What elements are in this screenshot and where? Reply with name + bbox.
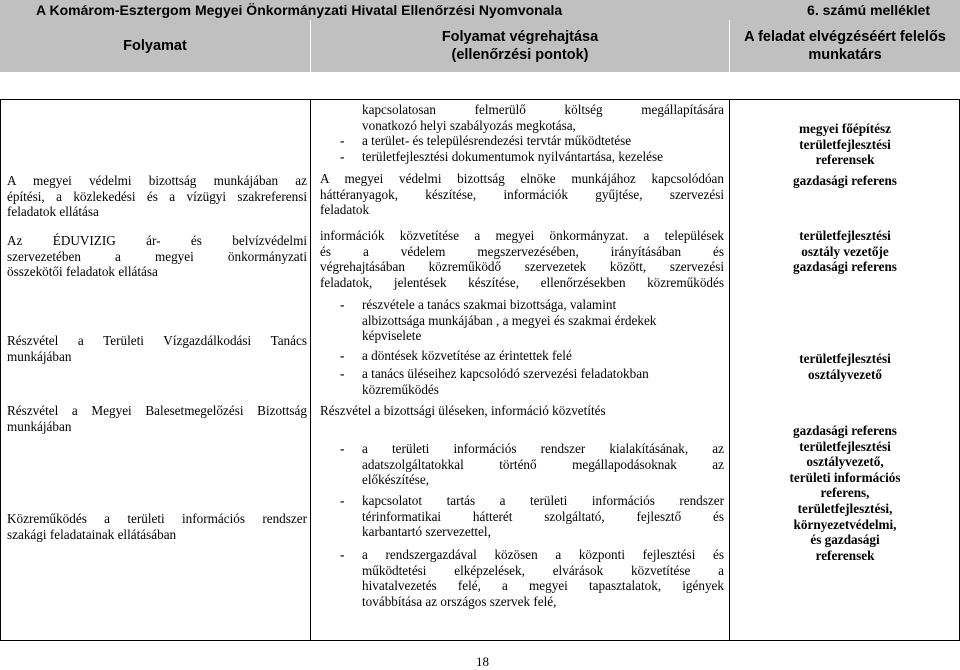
column-header-responsible: A feladat elvégzéséért felelős munkatárs <box>730 20 960 72</box>
responsible-economic-referent: gazdasági referens <box>793 173 897 188</box>
process-water-council: Részvétel a Területi Vízgazdálkodási Tanács munkájában <box>7 333 307 364</box>
column-header-execution: Folyamat végrehajtása (ellenőrzési pontok) <box>311 20 729 72</box>
column-divider-2 <box>729 99 730 641</box>
document-header <box>0 0 960 20</box>
header-title: A Komárom-Esztergom Megyei Önkormányzati Hivatal Ellenőrzési Nyomvonala <box>36 2 563 18</box>
table-bottom-rule <box>0 640 960 641</box>
responsible-urban-planning: megyei főépítész területfejlesztési referensek <box>799 121 891 168</box>
column-divider-1 <box>310 99 311 641</box>
responsible-dept-head: területfejlesztési osztály vezetője gazdasági referens <box>793 228 897 275</box>
responsible-dept-head-2: területfejlesztési osztályvezető <box>799 351 891 382</box>
process-eduvizig: Az ÉDUVIZIG ár- és belvízvédelmi szervezetében a megyei önkormányzati összekötői feladatok ellátása <box>7 233 307 280</box>
execution-committee-meetings: Részvétel a bizottsági üléseken, információ közvetítés <box>320 403 606 418</box>
responsible-info-system-team: gazdasági referens területfejlesztési osztályvezető, területi információs referens, területfejlesztési, környezetvédelmi, és gazdasági referensek <box>789 423 901 563</box>
column-header-process: Folyamat <box>0 20 310 72</box>
process-info-system: Közreműködés a területi információs rendszer szakági feladatainak ellátásában <box>7 511 307 542</box>
page-number: 18 <box>476 654 489 669</box>
table-left-border <box>0 99 1 641</box>
table-top-rule <box>0 99 960 100</box>
execution-defense-committee: A megyei védelmi bizottság elnöke munkájához kapcsolódóan háttéranyagok, készítése, információk gyűjtése, szervezési feladatok <box>320 171 724 218</box>
execution-cost-regulation: kapcsolatosan felmerülő költség megállapítására vonatkozó helyi szabályozás megkotása, <box>362 102 724 133</box>
process-accident-committee: Részvétel a Megyei Balesetmegelőzési Bizottság munkájában <box>7 403 307 434</box>
header-annex: 6. számú melléklet <box>807 2 930 18</box>
process-defense-committee: A megyei védelmi bizottság munkájában az építési, a közlekedési és a vízügyi szakreferensi feladatok ellátása <box>7 173 307 220</box>
execution-information-relay: információk közvetítése a megyei önkormányzat. a települések és a védelem megszervezésében, irányításában és végrehajtásában közreműködő szervezetek között, szervezési feladatok, jelentések készítése, ellenőrzésekben közreműködés <box>320 228 724 290</box>
